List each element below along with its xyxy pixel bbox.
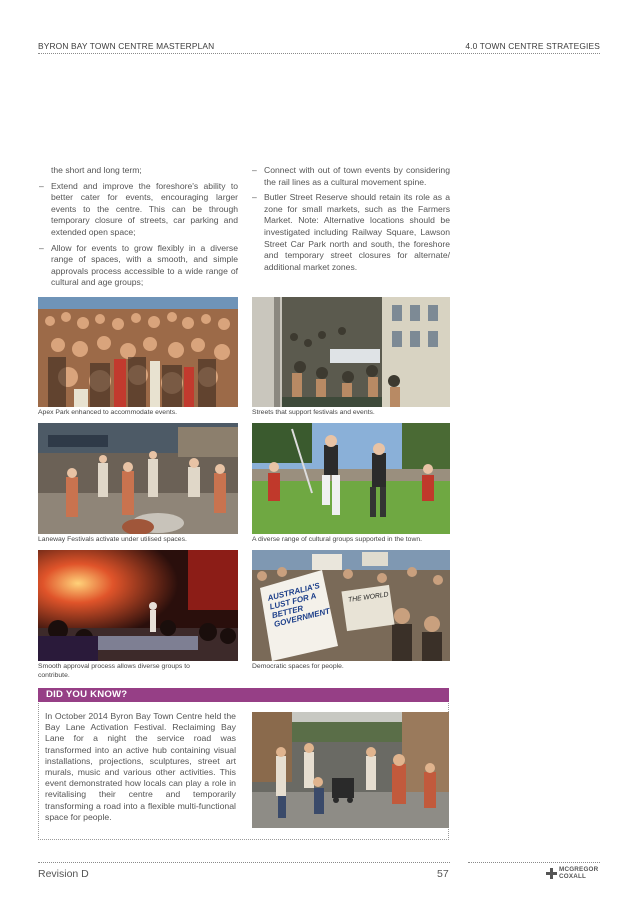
logo-cross-icon xyxy=(546,868,557,879)
bullet-item: – Connect with out of town events by considering the rail lines as a cultural movement spine. xyxy=(252,165,450,188)
photo-cultural-groups xyxy=(252,423,450,534)
bullet-item: – Allow for events to grow flexibly in a diverse range of spaces, with a smooth, and simple approvals process accessible to a wide range of cultural and age groups; xyxy=(39,243,238,289)
photo-night-performance xyxy=(38,550,238,661)
photo-caption: Streets that support festivals and events. xyxy=(252,409,375,416)
continued-text: the short and long term; xyxy=(51,165,142,175)
photo-bay-lane-festival xyxy=(252,712,449,828)
revision-label: Revision D xyxy=(38,868,89,880)
did-you-know-text: In October 2014 Byron Bay Town Centre held the Bay Lane Activation Festival. Reclaiming Bay Lane for a night the service road was transformed into an active hub containing visual installations, projections, sculptures, street art murals, music and various other activities. This event demonstrated how locals can play a role in revitalising their centre and temporarily transforming a road into a flexible multi-functional space for people. xyxy=(45,711,236,822)
section-title: 4.0 TOWN CENTRE STRATEGIES xyxy=(465,41,600,51)
photo-caption: Laneway Festivals activate under utilised spaces. xyxy=(38,536,187,543)
document-title: BYRON BAY TOWN CENTRE MASTERPLAN xyxy=(38,41,215,51)
photo-caption: A diverse range of cultural groups supported in the town. xyxy=(252,536,423,543)
logo-line: MCGREGOR xyxy=(559,866,599,873)
page-number: 57 xyxy=(437,868,449,880)
bullet-item: – Butler Street Reserve should retain its role as a zone for small markets, such as the Farmers Market. Note: Alternative locations should be investigated including Railway Square, Lawson Street Car Park north and south, the foreshore and temporary street closures for alternate/ additional market zones. xyxy=(252,192,450,273)
photo-apex-park xyxy=(38,297,238,407)
placard-text: THE WORLD xyxy=(347,591,390,604)
mcgregor-coxall-logo xyxy=(546,866,606,882)
bullet-item: – Extend and improve the foreshore's ability to better cater for events, encouraging larger events to the centre. This can be through temporary closure of streets, car parking and extended open space; xyxy=(39,181,238,239)
footer-divider xyxy=(468,862,600,863)
header-divider xyxy=(38,53,600,54)
logo-line: COXALL xyxy=(559,873,587,880)
photo-caption: Smooth approval process allows diverse groups to contribute. xyxy=(38,663,190,679)
did-you-know-title: DID YOU KNOW? xyxy=(46,689,128,700)
photo-caption: Democratic spaces for people. xyxy=(252,663,344,670)
photo-democratic-spaces xyxy=(252,550,450,661)
footer-divider xyxy=(38,862,450,863)
placard-text: AUSTRALIA'S LUST FOR A BETTER GOVERNMENT xyxy=(266,581,331,629)
photo-caption: Apex Park enhanced to accommodate events. xyxy=(38,409,178,416)
photo-street-festival xyxy=(252,297,450,407)
photo-laneway-festival xyxy=(38,423,238,534)
left-text-column xyxy=(39,165,238,293)
right-text-column xyxy=(252,165,450,277)
